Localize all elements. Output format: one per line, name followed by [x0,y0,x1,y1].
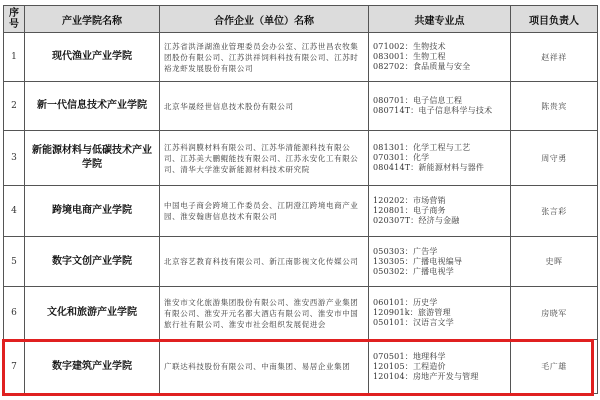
project-lead: 毛广雄 [511,340,598,394]
table-row [4,33,598,82]
table-row [4,131,598,186]
table-row [4,237,598,287]
table-row [4,340,598,394]
header-majors: 共建专业点 [369,6,511,33]
college-name: 数字文创产业学院 [25,237,160,287]
row-num: 1 [4,33,25,82]
college-name: 数字建筑产业学院 [25,340,160,394]
college-name: 文化和旅游产业学院 [25,287,160,340]
row-num: 7 [4,340,25,394]
project-lead: 史晖 [511,237,598,287]
header-college: 产业学院名称 [25,6,160,33]
row-num: 2 [4,82,25,131]
table-header-row [4,6,598,33]
header-partners: 合作企业（单位）名称 [160,6,369,33]
major-list: 050303：广告学 130305：广播电视编导 050302：广播电视学 [369,237,511,287]
partner-list: 北京华晟经世信息技术股份有限公司 [160,82,369,131]
table-row [4,82,598,131]
project-lead: 周守勇 [511,131,598,186]
industry-college-table [3,5,598,394]
partner-list: 广联达科技股份有限公司、中南集团、易居企业集团 [160,340,369,394]
row-num: 5 [4,237,25,287]
table-row [4,287,598,340]
header-lead: 项目负责人 [511,6,598,33]
college-name: 现代渔业产业学院 [25,33,160,82]
college-name: 跨境电商产业学院 [25,186,160,237]
college-name: 新一代信息技术产业学院 [25,82,160,131]
major-list: 070501：地理科学 120105：工程造价 120104：房地产开发与管理 [369,340,511,394]
header-num: 序号 [4,6,25,33]
row-num: 4 [4,186,25,237]
row-num: 6 [4,287,25,340]
project-lead: 张言彩 [511,186,598,237]
project-lead: 房晓军 [511,287,598,340]
major-list: 060101：历史学 120901k：旅游管理 050101：汉语言文学 [369,287,511,340]
project-lead: 赵祥祥 [511,33,598,82]
partner-list: 江苏科润膜材料有限公司、江苏华清能源科技有限公司、江苏美大鹏鲲能技有限公司、江苏永安化工有限公司、清华大学淮安新能源材料技术研究院 [160,131,369,186]
row-num: 3 [4,131,25,186]
table-row [4,186,598,237]
major-list: 071002：生物技术 083001：生物工程 082702：食品质量与安全 [369,33,511,82]
major-list: 080701：电子信息工程 080714T：电子信息科学与技术 [369,82,511,131]
major-list: 120202：市场营销 120801：电子商务 020307T：经济与金融 [369,186,511,237]
partner-list: 北京容艺教育科技有限公司、新江南影视文化传媒公司 [160,237,369,287]
major-list: 081301：化学工程与工艺 070301：化学 080414T：新能源材料与器件 [369,131,511,186]
partner-list: 江苏省洪泽湖渔业管理委员会办公室、江苏世昌农牧集团股份有限公司、江苏洪祥饲料科技有限公司、江苏时裕龙虾发展股份有限公司 [160,33,369,82]
partner-list: 淮安市文化旅游集团股份有限公司、淮安西游产业集团有限公司、淮安开元名都大酒店有限公司、淮安市中国旅行社有限公司、淮安市社会组织发展促进会 [160,287,369,340]
project-lead: 陈贵宾 [511,82,598,131]
college-name: 新能源材料与低碳技术产业学院 [25,131,160,186]
partner-list: 中国电子商会跨境工作委员会、江阴澄江跨境电商产业园、淮安翰唐信息技术有限公司 [160,186,369,237]
